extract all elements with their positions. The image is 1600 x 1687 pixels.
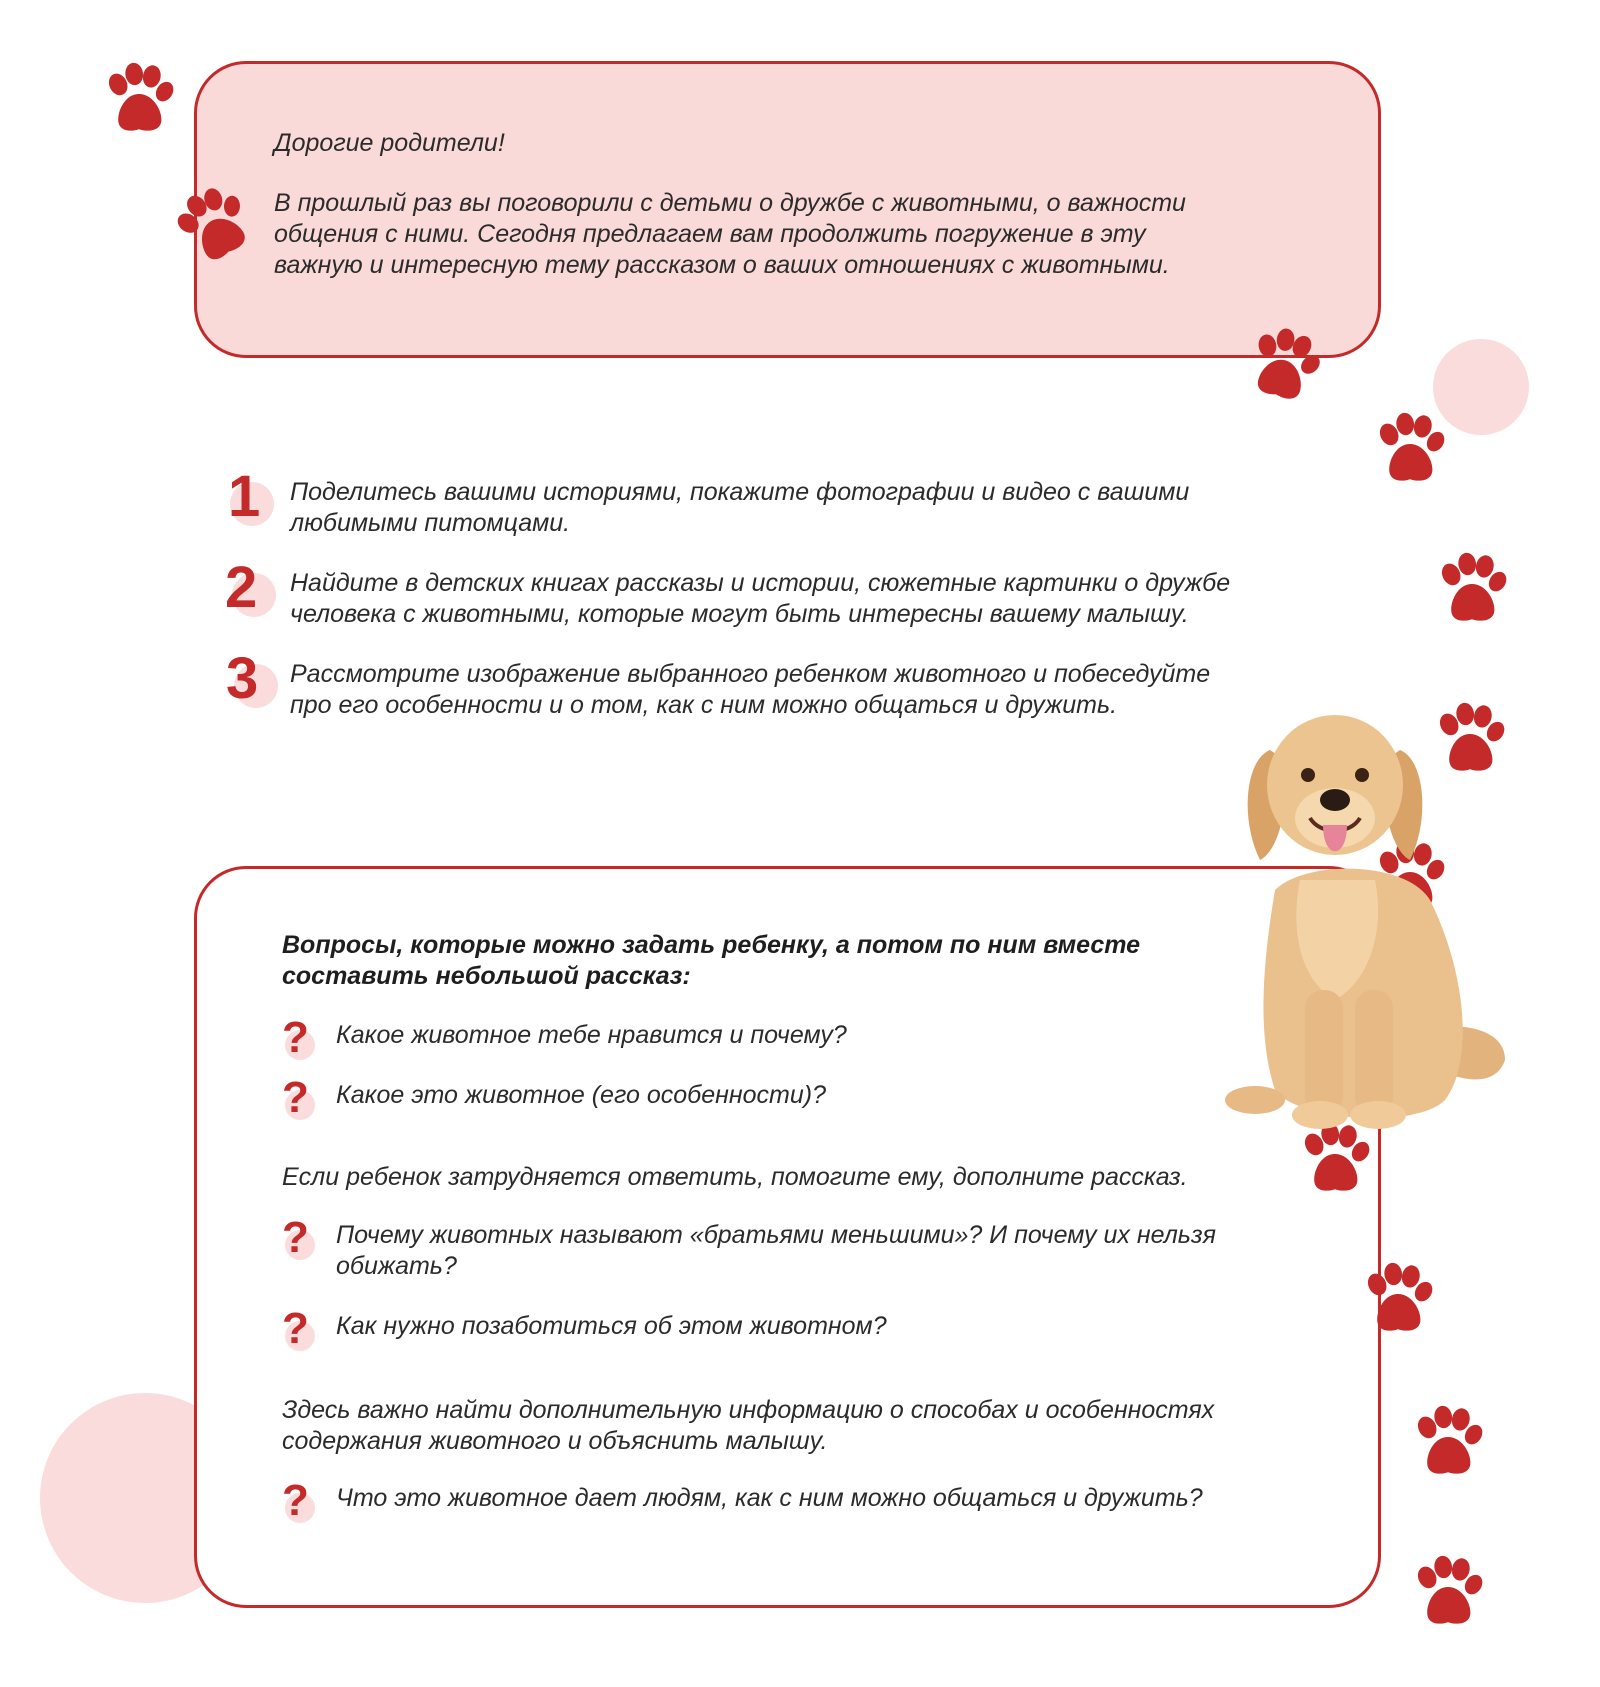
question-mark-icon: ? xyxy=(282,1476,309,1525)
note-1: Если ребенок затрудняется ответить, помогите ему, дополните рассказ. xyxy=(282,1163,1188,1191)
question-3-line-1: Почему животных называют «братьями меньшими»? И почему их нельзя xyxy=(336,1221,1216,1249)
question-2: Какое это животное (его особенности)? xyxy=(336,1081,827,1109)
step-3-line-2: про его особенности и о том, как с ним можно общаться и дружить. xyxy=(290,691,1118,719)
note-2-line-1: Здесь важно найти дополнительную информацию о способах и особенностях xyxy=(282,1396,1215,1424)
intro-line-2: общения с ними. Сегодня предлагаем вам продолжить погружение в эту xyxy=(274,220,1146,248)
paw-print-icon xyxy=(1358,1262,1438,1342)
question-1: Какое животное тебе нравится и почему? xyxy=(336,1021,847,1049)
golden-retriever-illustration xyxy=(1215,700,1515,1150)
question-3-line-2: обижать? xyxy=(336,1252,457,1280)
paw-print-icon xyxy=(1432,552,1512,632)
intro-line-1: В прошлый раз вы поговорили с детьми о дружбе с животными, о важности xyxy=(274,189,1186,217)
step-3-line-1: Рассмотрите изображение выбранного ребенком животного и побеседуйте xyxy=(290,660,1211,688)
note-2-line-2: содержания животного и объяснить малышу. xyxy=(282,1427,828,1455)
question-mark-icon: ? xyxy=(282,1013,309,1062)
question-mark-icon: ? xyxy=(282,1213,309,1262)
step-2-line-2: человека с животными, которые могут быть интересны вашему малышу. xyxy=(290,600,1189,628)
question-mark-icon: ? xyxy=(282,1073,309,1122)
paw-print-icon xyxy=(1408,1405,1488,1485)
paw-print-icon xyxy=(99,62,179,142)
step-1-number: 1 xyxy=(228,464,261,529)
questions-heading-line-2: составить небольшой рассказ: xyxy=(282,962,691,990)
step-3-number: 3 xyxy=(226,646,259,711)
greeting: Дорогие родители! xyxy=(274,129,505,157)
step-1-line-1: Поделитесь вашими историями, покажите фотографии и видео с вашими xyxy=(290,478,1190,506)
question-5: Что это животное дает людям, как с ним можно общаться и дружить? xyxy=(336,1484,1203,1512)
step-2-line-1: Найдите в детских книгах рассказы и истории, сюжетные картинки о дружбе xyxy=(290,569,1231,597)
paw-print-icon xyxy=(1370,412,1450,492)
question-4: Как нужно позаботиться об этом животном? xyxy=(336,1312,887,1340)
step-2-number: 2 xyxy=(225,555,258,620)
paw-print-icon xyxy=(1408,1555,1488,1635)
question-mark-icon: ? xyxy=(282,1304,309,1353)
questions-heading-line-1: Вопросы, которые можно задать ребенку, а потом по ним вместе xyxy=(282,931,1141,959)
step-1-line-2: любимыми питомцами. xyxy=(290,509,571,537)
intro-line-3: важную и интересную тему рассказом о ваших отношениях с животными. xyxy=(274,251,1170,279)
